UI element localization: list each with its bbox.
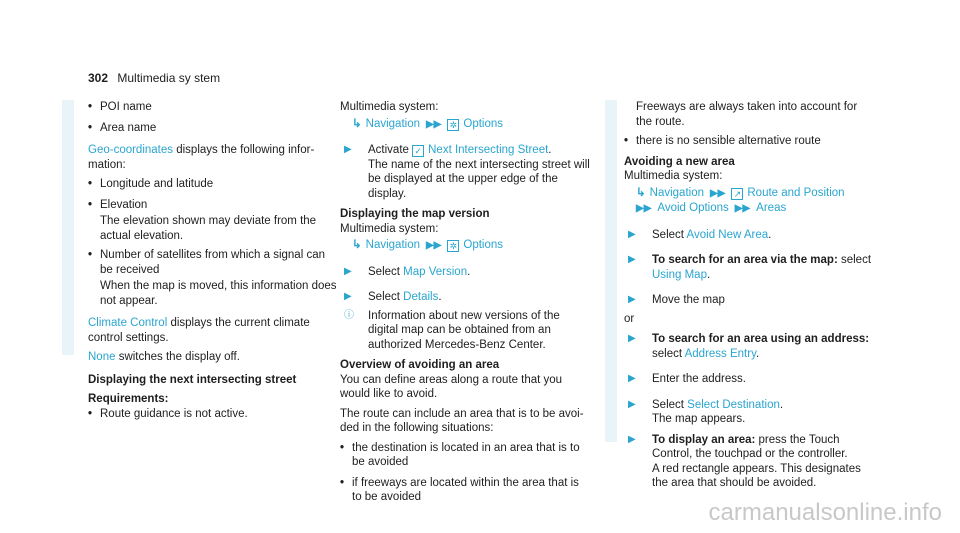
text: A red rectangle appears. This designates the area that should be avoided. [652,462,861,489]
double-chevron-icon: ▶▶ [734,203,751,214]
note: The elevation shown may deviate from the actual elevation. [100,215,317,242]
text: Select [368,265,400,278]
step-arrow-icon: ▶ [628,398,636,410]
return-arrow-icon: ↳ [352,117,362,130]
step-arrow-icon: ▶ [628,254,636,265]
gear-icon: ✲ [447,119,459,131]
step-arrow-icon: ▶ [344,291,352,302]
navigation-link[interactable]: Navigation [365,239,420,251]
step-arrow-icon: ▶ [628,433,636,445]
text: Multimedia system: [340,222,439,235]
text: Multimedia system: [624,170,723,182]
text: select [837,254,872,266]
geo-coordinates-link[interactable]: Geo-coordinates [88,144,174,156]
areas-link[interactable]: Areas [756,202,787,214]
paragraph: The route can include an area that is to be avoi- ded in the following situations: [340,407,584,434]
highlight-bar [605,100,617,442]
column-2: Multimedia system: ↳ Navigation ▶▶ ✲ Options ▶ Activate ✓ Next Intersecting Street. The name of the next intersecting street will be displayed at the upper edge of the display. Displaying the map version Multimedia system: ↳ Navigation ▶▶ ✲ Options ▶ Select Map Version. ▶ Select Details. ⓘ Information about new versions of the digital map can be obtained from an authorized Mercedes-Benz Center. Overview of avoiding an area You can define areas along a route that you would like to avoid. The route can include an area that is to be avoi- ded in the following situations: • the destination is located in an area that is to be avoided • if freeways are located within the area that is to be avoided [340,101,590,503]
text: To search for an area using an address: [652,333,870,345]
info-icon: ⓘ [344,309,354,321]
menu-path [340,238,590,254]
list-item: the destination is located in an area that is to be avoided [352,441,580,468]
text: Enter the address. [652,373,746,385]
double-chevron-icon: ▶▶ [425,118,442,130]
list-item: Number of satellites from which a signal can be received [100,249,325,276]
text: Activate [368,144,409,156]
list-item: Area name [100,121,157,134]
step-arrow-icon: ▶ [344,144,352,155]
text: Multimedia system: [340,101,439,113]
double-chevron-icon: ▶▶ [425,240,442,251]
note: Freeways are always taken into account for the route. [636,101,858,128]
step-arrow-icon: ▶ [344,265,352,277]
text: displays the current climate control settings. [88,317,310,344]
options-link[interactable]: Options [463,117,504,130]
list-item: there is no sensible alternative route [636,135,821,147]
text: To display an area: [652,433,756,446]
address-entry-link[interactable]: Address Entry [684,347,756,360]
list-item: POI name [100,101,152,113]
return-arrow-icon: ↳ [352,239,362,251]
using-map-link[interactable]: Using Map [652,268,707,281]
text: Select [652,398,684,411]
text: Select [652,228,684,241]
list-item: Route guidance is not active. [100,407,248,420]
text: select [652,347,683,360]
page-number: 302 [88,71,109,85]
text: Move the map [652,294,725,306]
select-destination-link[interactable]: Select Destination [687,398,780,411]
next-intersecting-street-link[interactable]: Next Intersecting Street [428,144,549,156]
route-and-position-link[interactable]: Route and Position [747,186,845,199]
list-item: if freeways are located within the area that is to be avoided [352,476,579,503]
text: or [624,312,635,325]
section-heading: Overview of avoiding an area [340,359,500,371]
avoid-new-area-link[interactable]: Avoid New Area [686,228,769,241]
step-arrow-icon: ▶ [628,228,636,240]
text: The name of the next intersecting street will be displayed at the upper edge of the display. [368,158,590,200]
info-text: Information about new versions of the digital map can be obtained from an authorized Mercedes-Benz Center. [368,309,560,351]
navigation-link[interactable]: Navigation [365,117,420,130]
climate-control-link[interactable]: Climate Control [88,317,168,329]
text: switches the display off. [115,351,240,363]
column-3: Freeways are always taken into account for the route. • there is no sensible alternative route Avoiding a new area Multimedia system: ↳ Navigation ▶▶ ↗ Route and Position ▶▶ Avoid Options ▶▶ Areas ▶ Select Avoid New Area. ▶ To search for an area via the map: select Using Map. ▶ Move the map or ▶ To search for an area using an address: select Address Entry. ▶ Enter the address. ▶ Select Select Destination. The map appears. ▶ To display an area: press the Touch Control, the touchpad or the controller. A red rectangle appears. This designates the area that should be avoided. [624,100,874,495]
highlight-bar [62,100,74,355]
text: Select [368,291,400,303]
route-icon: ↗ [731,188,743,200]
requirements-label: Requirements: [88,393,169,405]
avoid-options-link[interactable]: Avoid Options [657,202,729,214]
options-link[interactable]: Options [463,239,504,251]
gear-icon: ✲ [447,240,459,252]
text: The map appears. [652,413,746,425]
text: To search for an area via the map: [652,254,838,266]
map-version-link[interactable]: Map Version [403,265,468,278]
step-arrow-icon: ▶ [628,333,636,344]
page-header [88,71,220,85]
double-chevron-icon: ▶▶ [709,187,726,199]
double-chevron-icon: ▶▶ [636,203,652,214]
section-heading: Displaying the map version [340,208,490,220]
list-item: Elevation [100,198,148,211]
section-title: Multimedia sy stem [117,71,221,85]
navigation-link[interactable]: Navigation [649,186,704,199]
checkbox-icon: ✓ [412,145,424,157]
section-heading: Avoiding a new area [624,155,735,168]
text: displays the following infor- mation: [88,144,315,171]
none-link[interactable]: None [88,351,116,363]
paragraph: You can define areas along a route that you would like to avoid. [340,373,563,400]
details-link[interactable]: Details [403,291,439,303]
column-1: • POI name • Area name Geo-coordinates displays the following infor- mation: • Longitude and latitude • Elevation The elevation shown may deviate from the actual elevation. • Number of satellites from which a signal can be received When the map is moved, this information does not appear. Climate Control displays the current climate control settings. None switches the display off. Displaying the next intersecting street Requirements: • Route guidance is not active. [88,101,337,420]
section-heading: Displaying the next intersecting street [88,373,297,386]
text: press the Touch Control, the touchpad or the controller. [652,433,848,460]
menu-path [340,117,590,133]
note: When the map is moved, this information does not appear. [100,280,337,307]
return-arrow-icon: ↳ [636,186,646,199]
step-arrow-icon: ▶ [628,373,636,384]
menu-path [624,186,874,217]
list-item: Longitude and latitude [100,178,214,190]
watermark: carmanualsonline.info [708,499,942,526]
step-arrow-icon: ▶ [628,294,636,305]
